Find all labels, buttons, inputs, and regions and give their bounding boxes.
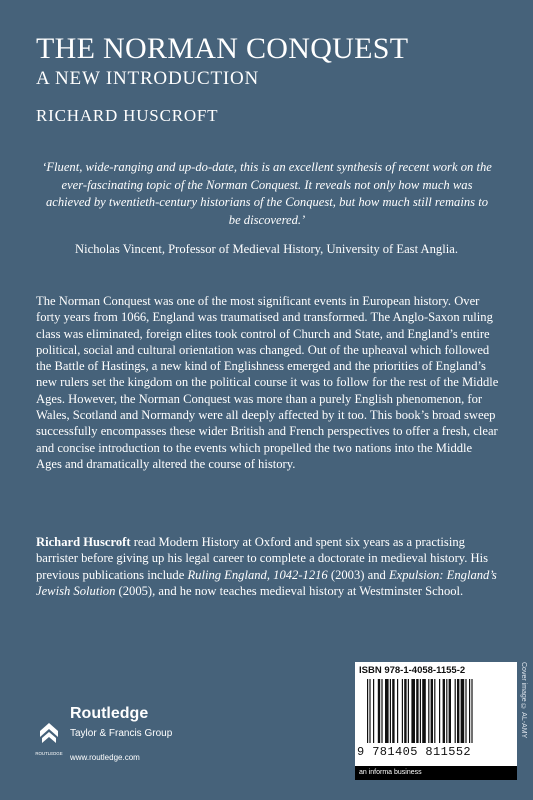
barcode-bar [381,679,382,743]
review-quote: ‘Fluent, wide-ranging and up-do-date, this is an excellent synthesis of recent work on the ever-fascinating topic of the Norman Conquest. It reveals not only how much was achieved by twentieth-century historians of the Conquest, but how much still remains to be discovered.’ [42,160,492,227]
barcode-bar [455,679,456,743]
barcode-bar [431,679,433,743]
barcode-bar [422,679,426,743]
barcode-bar [461,679,465,743]
barcode-bar [392,679,394,743]
author-bio-text-1: read Modern History at Oxford and spent six years as a practising barrister before giving up his legal career to complete a doctorate in medieval history. His previous publications include [36,535,489,582]
barcode-bar [469,679,470,743]
barcode-bar [378,679,380,743]
barcode-digits: 9 781405 811552 [357,745,472,759]
book-subtitle: A NEW INTRODUCTION [36,68,260,89]
barcode-bar [428,679,429,743]
informa-strip: an informa business [355,766,517,780]
barcode-bar [367,679,368,743]
cover-credit: Cover image © AL-AMY [520,662,527,739]
barcode-bar [443,679,445,743]
author-bio-book-1: Ruling England, 1042-1216 [187,567,328,582]
barcode-bar [471,679,472,743]
book-author: RICHARD HUSCROFT [36,106,219,125]
barcode-bar [373,679,374,743]
barcode-bar [411,679,415,743]
barcode-bar [408,679,409,743]
barcode-bar [449,679,451,743]
author-bio-name: Richard Huscroft [36,535,131,549]
barcode-bar [390,679,391,743]
book-title: THE NORMAN CONQUEST [36,32,409,65]
publisher-group: Taylor & Francis Group [70,728,173,739]
barcode-bar [404,679,406,743]
routledge-mark-text: ROUTLEDGE [35,751,63,756]
book-description: The Norman Conquest was one of the most significant events in European history. Over forty years from 1066, England was traumatised and transformed. The Anglo-Saxon ruling class was eliminated, foreign elites took control of Church and State, and England’s entire political, social and cultural orientation was changed. Out of the upheaval which followed the Battle of Hastings, a new kind of Englishness emerged and the priorities of England’s new rulers set the kingdom on the political course it was to follow for the rest of the Middle Ages. However, the Norman Conquest was more than a purely English phenomenon, for Wales, Scotland and Normandy were all deeply affected by it too. This book’s broad sweep successfully encompasses these wider British and French perspectives to offer a fresh, clear and concise introduction to the events which propelled the two nations into the Middle Ages and dramatically altered the course of history. [36,294,499,471]
publisher-name: Routledge [70,705,149,722]
barcode-bar [416,679,418,743]
review-attribution: Nicholas Vincent, Professor of Medieval History, University of East Anglia. [75,242,458,256]
barcode-bar [446,679,447,743]
author-bio [36,534,500,599]
barcode-bar [434,679,435,743]
author-bio-text-2: (2003) and [327,567,389,582]
barcode-bar [369,679,370,743]
barcode-bar [457,679,459,743]
barcode-bar [465,679,466,743]
barcode-bar [402,679,403,743]
routledge-logo-icon [34,707,64,767]
author-bio-book-2: Expulsion: England’s Jewish Solution [36,567,497,598]
barcode-icon [365,679,507,745]
barcode-bar [385,679,389,743]
barcode-box [355,662,517,766]
barcode-bar [397,679,398,743]
author-bio-text-3: (2005), and he now teaches medieval history at Westminster School. [115,583,464,598]
barcode-bar [420,679,421,743]
publisher-logo [34,703,264,773]
isbn-label: ISBN 978-1-4058-1155-2 [359,665,466,676]
publisher-url: www.routledge.com [70,753,140,762]
barcode-bar [439,679,440,743]
